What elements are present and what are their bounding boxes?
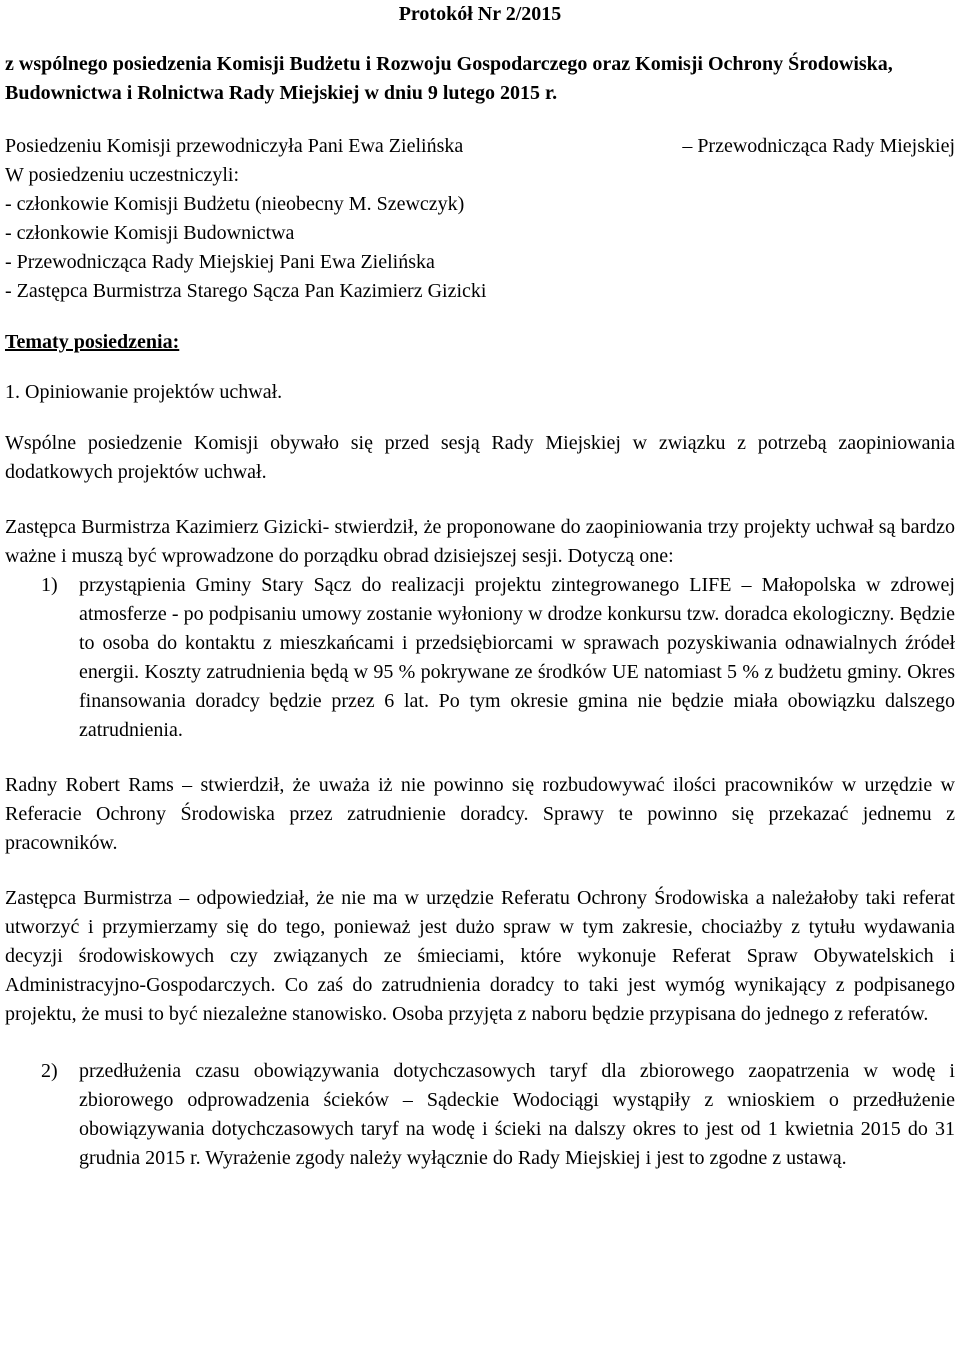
resolution-item — [5, 571, 955, 745]
chair-left: Posiedzeniu Komisji przewodniczyła Pani Ewa Zielińska — [5, 135, 464, 157]
topic-item: 1. Opiniowanie projektów uchwał. — [5, 381, 283, 403]
document-subtitle: z wspólnego posiedzenia Komisji Budżetu i Rozwoju Gospodarczego oraz Komisji Ochrony Środowiska, Budownictwa i Rolnictwa Rady Miejskiej w dniu 9 lutego 2015 r. — [5, 53, 893, 104]
paragraph-deputy-mayor: Zastępca Burmistrza Kazimierz Gizicki- stwierdził, że proponowane do zaopiniowania trzy projekty uchwał są bardzo ważne i muszą być wprowadzone do porządku obrad dzisiejszej sesji. Dotyczą one: — [5, 516, 955, 567]
attendee-item: - członkowie Komisji Budownictwa — [5, 222, 295, 244]
document-page — [5, 0, 955, 1173]
topics-heading: Tematy posiedzenia: — [5, 331, 180, 353]
resolution-text: przedłużenia czasu obowiązywania dotychczasowych taryf dla zbiorowego zaopatrzenia w wodę i zbiorowego odprowadzenia ścieków – Sądeckie Wodociągi wystąpiły z wnioskiem o przedłużenie obowiązywania dotychczasowych taryf na wodę i ścieki na dalszy okres to jest od 1 kwietnia 2015 do 31 grudnia 2015 r. Wyrażenie zgody należy wyłącznie do Rady Miejskiej i jest to zgodne z ustawą. — [79, 1060, 955, 1169]
chair-line — [5, 132, 955, 161]
chair-right: – Przewodnicząca Rady Miejskiej — [682, 135, 955, 157]
paragraph-councillor: Radny Robert Rams – stwierdził, że uważa iż nie powinno się rozbudowywać ilości pracowników w urzędzie w Referacie Ochrony Środowiska przez zatrudnienie doradcy. Sprawy te powinno się przekazać jednemu z pracowników. — [5, 774, 955, 854]
attendee-item: - członkowie Komisji Budżetu (nieobecny M. Szewczyk) — [5, 193, 465, 215]
resolution-item — [5, 1057, 955, 1173]
resolution-list-2 — [5, 1057, 955, 1173]
paragraph-intro: Wspólne posiedzenie Komisji obywało się przed sesją Rady Miejskiej w związku z potrzebą zaopiniowania dodatkowych projektów uchwał. — [5, 432, 955, 483]
attendee-list — [5, 190, 955, 306]
document-title: Protokół Nr 2/2015 — [398, 3, 562, 25]
resolution-number: 2) — [41, 1060, 58, 1082]
resolution-number: 1) — [41, 574, 58, 596]
attendees-intro: W posiedzeniu uczestniczyli: — [5, 164, 239, 186]
resolution-text: przystąpienia Gminy Stary Sącz do realizacji projektu zintegrowanego LIFE – Małopolska w zdrowej atmosferze - po podpisaniu umowy zostanie wyłoniony w drodze konkursu tzw. doradca ekologiczny. Będzie to osoba do kontaktu z mieszkańcami i przedsiębiorcami w sprawach pozyskiwania odnawialnych źródeł energii. Koszty zatrudnienia będą w 95 % pokrywane ze środków UE natomiast 5 % z budżetu gminy. Okres finansowania doradcy będzie przez 6 lat. Po tym okresie gmina nie będzie miała obowiązku dalszego zatrudnienia. — [79, 574, 955, 741]
paragraph-deputy-reply: Zastępca Burmistrza – odpowiedział, że nie ma w urzędzie Referatu Ochrony Środowiska a należałoby taki referat utworzyć i przymierzamy się do tego, ponieważ jest dużo spraw w tym zakresie, chociażby z tytułu wydawania decyzji środowiskowych czy związanych ze śmieciami, które wykonuje Referat Spraw Obywatelskich i Administracyjno-Gospodarczych. Co zaś do zatrudnienia doradcy to taki jest wymóg wynikający z podpisanego projektu, że musi to być niezależne stanowisko. Osoba przyjęta z naboru będzie przypisana do jednego z referatów. — [5, 887, 955, 1025]
resolution-list — [5, 571, 955, 745]
attendee-item: - Zastępca Burmistrza Starego Sącza Pan Kazimierz Gizicki — [5, 280, 487, 302]
attendee-item: - Przewodnicząca Rady Miejskiej Pani Ewa Zielińska — [5, 251, 435, 273]
